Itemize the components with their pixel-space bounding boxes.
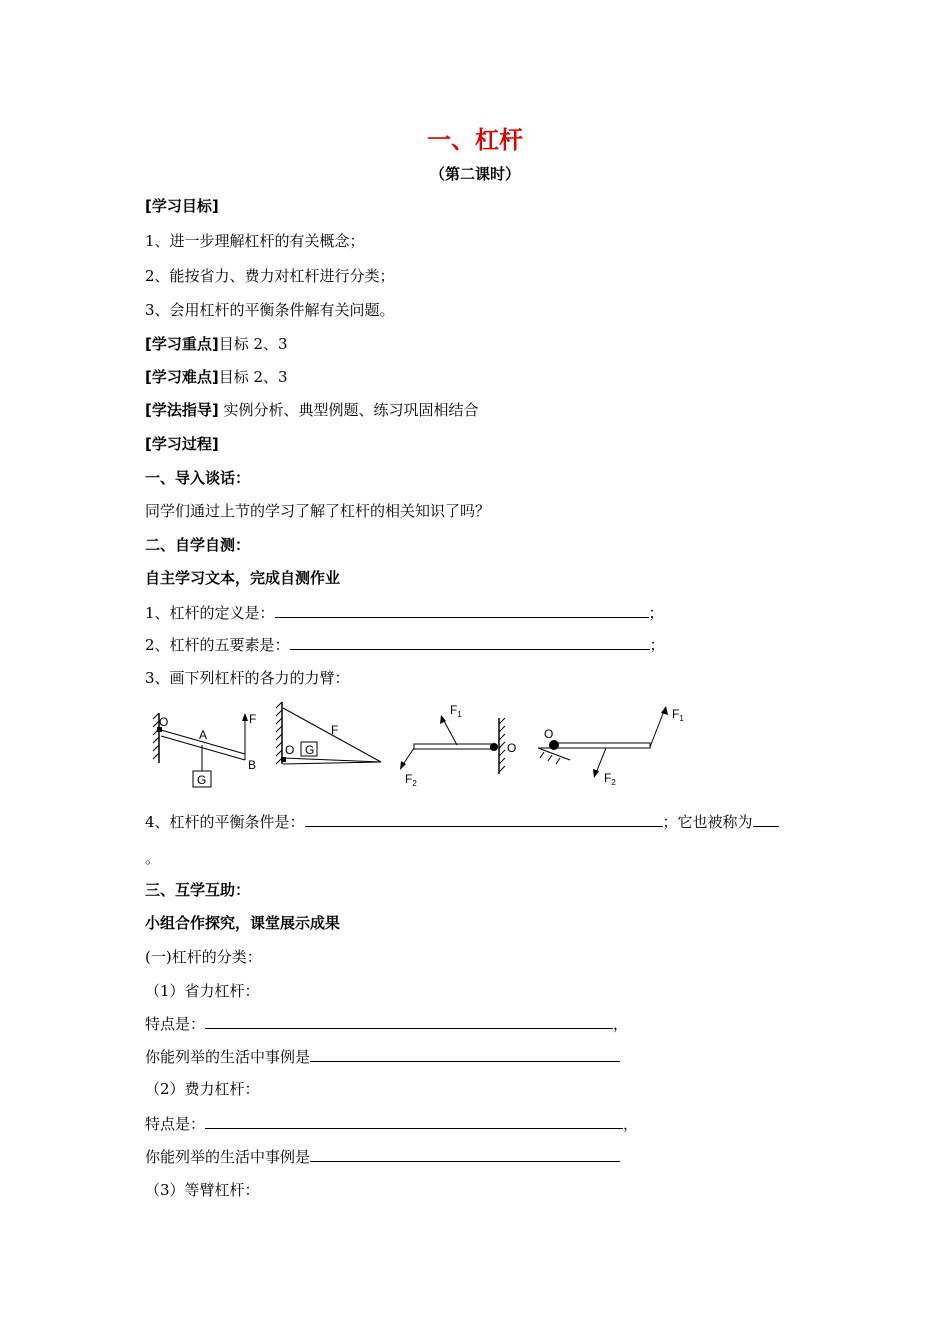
lever-type-2: （2）费力杠杆：	[145, 1080, 260, 1098]
section2-heading: 二、自学自测：	[145, 536, 251, 554]
fig1-label-b: B	[248, 758, 257, 772]
lever-figure-2	[275, 698, 390, 770]
answer-blank[interactable]	[205, 1113, 623, 1129]
section3-subheading: 小组合作探究，课堂展示成果	[145, 914, 341, 932]
question-1-prefix: 1、杠杆的定义是：	[145, 604, 275, 622]
fig4-label-o: O	[544, 727, 554, 741]
feature-label: 特点是：	[145, 1015, 206, 1033]
key-point-line	[145, 334, 288, 354]
question-3: 3、画下列杠杆的各力的力臂：	[145, 669, 350, 687]
difficulty-line	[145, 367, 288, 387]
fig4-label-f1: $F_1$	[672, 707, 684, 723]
method-label: [学法指导]	[145, 401, 219, 419]
fig2-label-g: G	[305, 743, 315, 757]
answer-blank[interactable]	[753, 811, 779, 827]
feature-label: 特点是：	[145, 1115, 206, 1133]
feature-line-1	[145, 1013, 628, 1034]
question-1	[145, 602, 664, 623]
section1-heading: 一、导入谈话：	[145, 469, 251, 487]
lever-figure-1	[150, 705, 270, 795]
key-point-text: 目标 2、3	[218, 335, 288, 353]
fig1-label-o: O	[159, 715, 169, 729]
answer-blank[interactable]	[275, 602, 649, 618]
fig3-label-f1: $F_1$	[450, 703, 462, 719]
feature-line-2	[145, 1113, 638, 1134]
fig4-label-f2: $F_2$	[604, 771, 616, 787]
objectives-heading: [学习目标]	[145, 197, 219, 215]
objective-item: 3、会用杠杆的平衡条件解有关问题。	[145, 301, 395, 319]
key-point-label: [学习重点]	[145, 335, 219, 353]
section3-heading: 三、互学互助：	[145, 881, 251, 899]
lever-type-3: （3）等臂杠杆：	[145, 1181, 260, 1199]
feature-suffix: ，	[613, 1015, 629, 1033]
method-text: 实例分析、典型例题、练习巩固相结合	[218, 401, 479, 419]
example-line-1	[145, 1046, 620, 1067]
fig2-label-o: O	[285, 743, 295, 757]
method-line	[145, 400, 479, 420]
fig1-label-f: F	[249, 712, 257, 726]
question-2-prefix: 2、杠杆的五要素是：	[145, 636, 290, 654]
answer-blank[interactable]	[205, 1013, 613, 1029]
question-2-suffix: ；	[649, 636, 665, 654]
fig3-label-o: O	[507, 741, 517, 755]
lever-type-1: （1）省力杠杆：	[145, 982, 260, 1000]
section2-subheading: 自主学习文本，完成自测作业	[145, 569, 341, 587]
answer-blank[interactable]	[290, 634, 650, 650]
question-4-end: 。	[145, 849, 161, 867]
objective-item: 2、能按省力、费力对杠杆进行分类；	[145, 267, 395, 285]
fig2-label-f: F	[331, 723, 339, 737]
difficulty-label: [学习难点]	[145, 368, 219, 386]
question-4-prefix: 4、杠杆的平衡条件是：	[145, 813, 305, 831]
page-subtitle: （第二课时）	[429, 165, 520, 183]
feature-suffix: ，	[623, 1115, 639, 1133]
difficulty-text: 目标 2、3	[218, 368, 288, 386]
question-2	[145, 634, 665, 655]
section1-text: 同学们通过上节的学习了解了杠杆的相关知识了吗？	[145, 502, 491, 520]
example-line-2	[145, 1146, 620, 1167]
example-label: 你能列举的生活中事例是	[145, 1148, 311, 1166]
lever-figure-3	[395, 700, 525, 790]
fig1-label-g: G	[197, 773, 207, 787]
answer-blank[interactable]	[310, 1146, 620, 1162]
answer-blank[interactable]	[310, 1046, 620, 1062]
answer-blank[interactable]	[305, 811, 663, 827]
classification-title: (一)杠杆的分类：	[145, 948, 262, 966]
lever-figure-4	[530, 700, 700, 790]
example-label: 你能列举的生活中事例是	[145, 1048, 311, 1066]
question-4-mid: ；它也被称为	[662, 813, 753, 831]
question-4	[145, 811, 779, 832]
page-title: 一、杠杆	[427, 126, 523, 154]
objective-item: 1、进一步理解杠杆的有关概念；	[145, 232, 365, 250]
fig1-label-a: A	[199, 728, 208, 742]
process-heading: [学习过程]	[145, 435, 219, 453]
fig3-label-f2: $F_2$	[405, 772, 417, 788]
question-1-suffix: ；	[648, 604, 664, 622]
